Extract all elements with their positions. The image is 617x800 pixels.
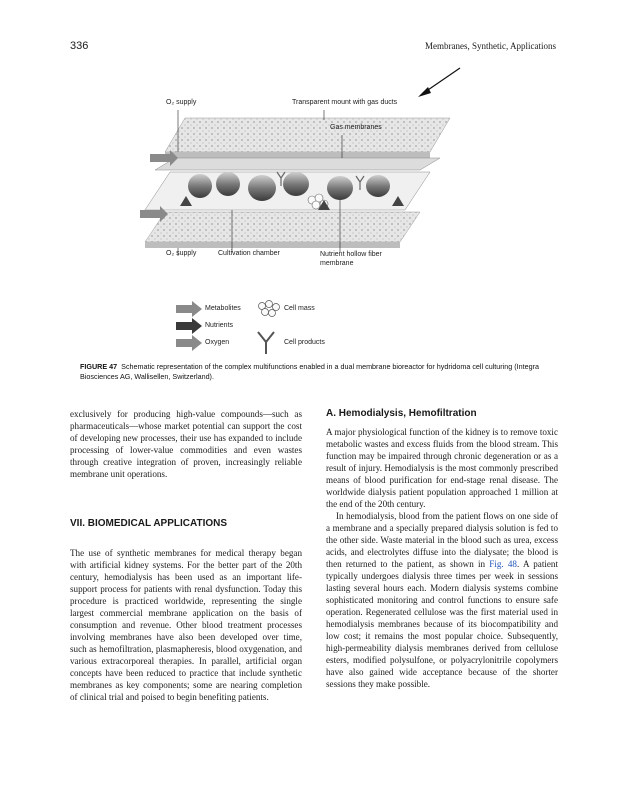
label-o2-supply-bottom: O₂ supply [166,250,197,257]
legend-metabolites-arrow [176,301,202,317]
page-number: 336 [70,40,89,52]
right-paragraph-2-text-b: . A patient typically undergoes dialysis three times per week in sessions lasting several hours each. Modern dialysis systems combine sophisticated monitoring and control functions to ensure safe operation. Regenerated cellulose was the first material used in hemodialysis membranes because of its biocompatibility and low cost; it remains the most popular choice. Subsequently, high-permeability dialysis membranes derived from cellulose esters, modified polysulfone, or polyacrylonitrile copolymers have also gained wide acceptance because of the shorter sessions they make possible. [326,559,558,689]
legend-cell-products: Cell products [284,339,325,346]
pointer-arrow [418,68,460,97]
subsection-heading: A. Hemodialysis, Hemofiltration [326,408,477,419]
legend-oxygen: Oxygen [205,339,230,346]
running-head: Membranes, Synthetic, Applications [425,41,556,51]
label-gas-membranes: Gas membranes [330,124,382,131]
legend-cell-product-icon [258,332,274,354]
right-column [326,408,558,690]
right-paragraph-2-text-a: In hemodialysis, blood from the patient flows on one side of a membrane and a specially prepared dialysis solution is fed to the other side. Waste material in the blood such as urea, excess acids, and electrolytes diffuse into the dialysate; the blood is then returned to the patient, as shown in [326,511,558,569]
caption-text: Schematic representation of the complex multifunctions enabled in a dual membrane bioreactor for hydridoma cell culturing (Integra Biosciences AG, Wallisellen, Switzerland). [80,362,540,381]
label-cultivation-chamber: Cultivation chamber [218,250,280,257]
legend-nutrients-arrow [176,318,202,334]
section-heading: VII. BIOMEDICAL APPLICATIONS [70,518,228,529]
left-paragraph-1: exclusively for producing high-value compounds—such as pharmaceuticals—whose market potential can support the cost of developing new processes, their use has expanded to include processing of lower-value commodities and even wastes through creative integration of proven, increasingly reliable membrane unit operations. [70,409,302,479]
legend-nutrients: Nutrients [205,322,234,329]
label-nutrient-fiber: Nutrient hollow fiber membrane [320,251,382,267]
label-transparent-mount: Transparent mount with gas ducts [292,99,398,106]
legend-cell-mass: Cell mass [284,305,315,312]
top-plate [165,118,450,152]
bottom-plate [145,212,420,242]
legend-metabolites: Metabolites [205,305,241,312]
left-column [70,408,302,703]
left-paragraph-2: The use of synthetic membranes for medical therapy began with artificial kidney systems. For the better part of the 20th century, hemodialysis has been used as an important life-support process for patients with renal dysfunction. Today this procedure is practiced worldwide, representing the single largest commercial membrane application on the basis of consumption and revenue. Other blood treatment processes involving membranes have also been developed over time, such as hemofiltration, plasmapheresis, blood oxygenation, and various extracorporeal therapies. In parallel, artificial organ concepts have been reduced to practice that include synthetic membranes as key components; some are nearing completion of clinical trial and poised to begin benefiting patients. [70,548,302,702]
legend-oxygen-arrow [176,335,202,351]
figure-47 [0,60,617,360]
label-o2-supply-top: O₂ supply [166,99,197,106]
figure-caption [80,362,550,382]
figure-48-link[interactable]: Fig. 48 [489,559,517,569]
caption-title: FIGURE 47 [80,362,118,371]
right-paragraph-1: A major physiological function of the kidney is to remove toxic metabolic wastes and excess fluids from the blood stream. This function may be impaired through chronic degeneration or as a result of injury. Hemodialysis is the most commonly prescribed means of blood purification for end-stage renal disease. The worldwide dialysis patient population approached 1 million at the end of the 20th century. [326,427,558,509]
legend-cell-mass-icon [259,301,280,317]
right-paragraph-2 [326,510,558,690]
gas-membrane [155,158,440,170]
